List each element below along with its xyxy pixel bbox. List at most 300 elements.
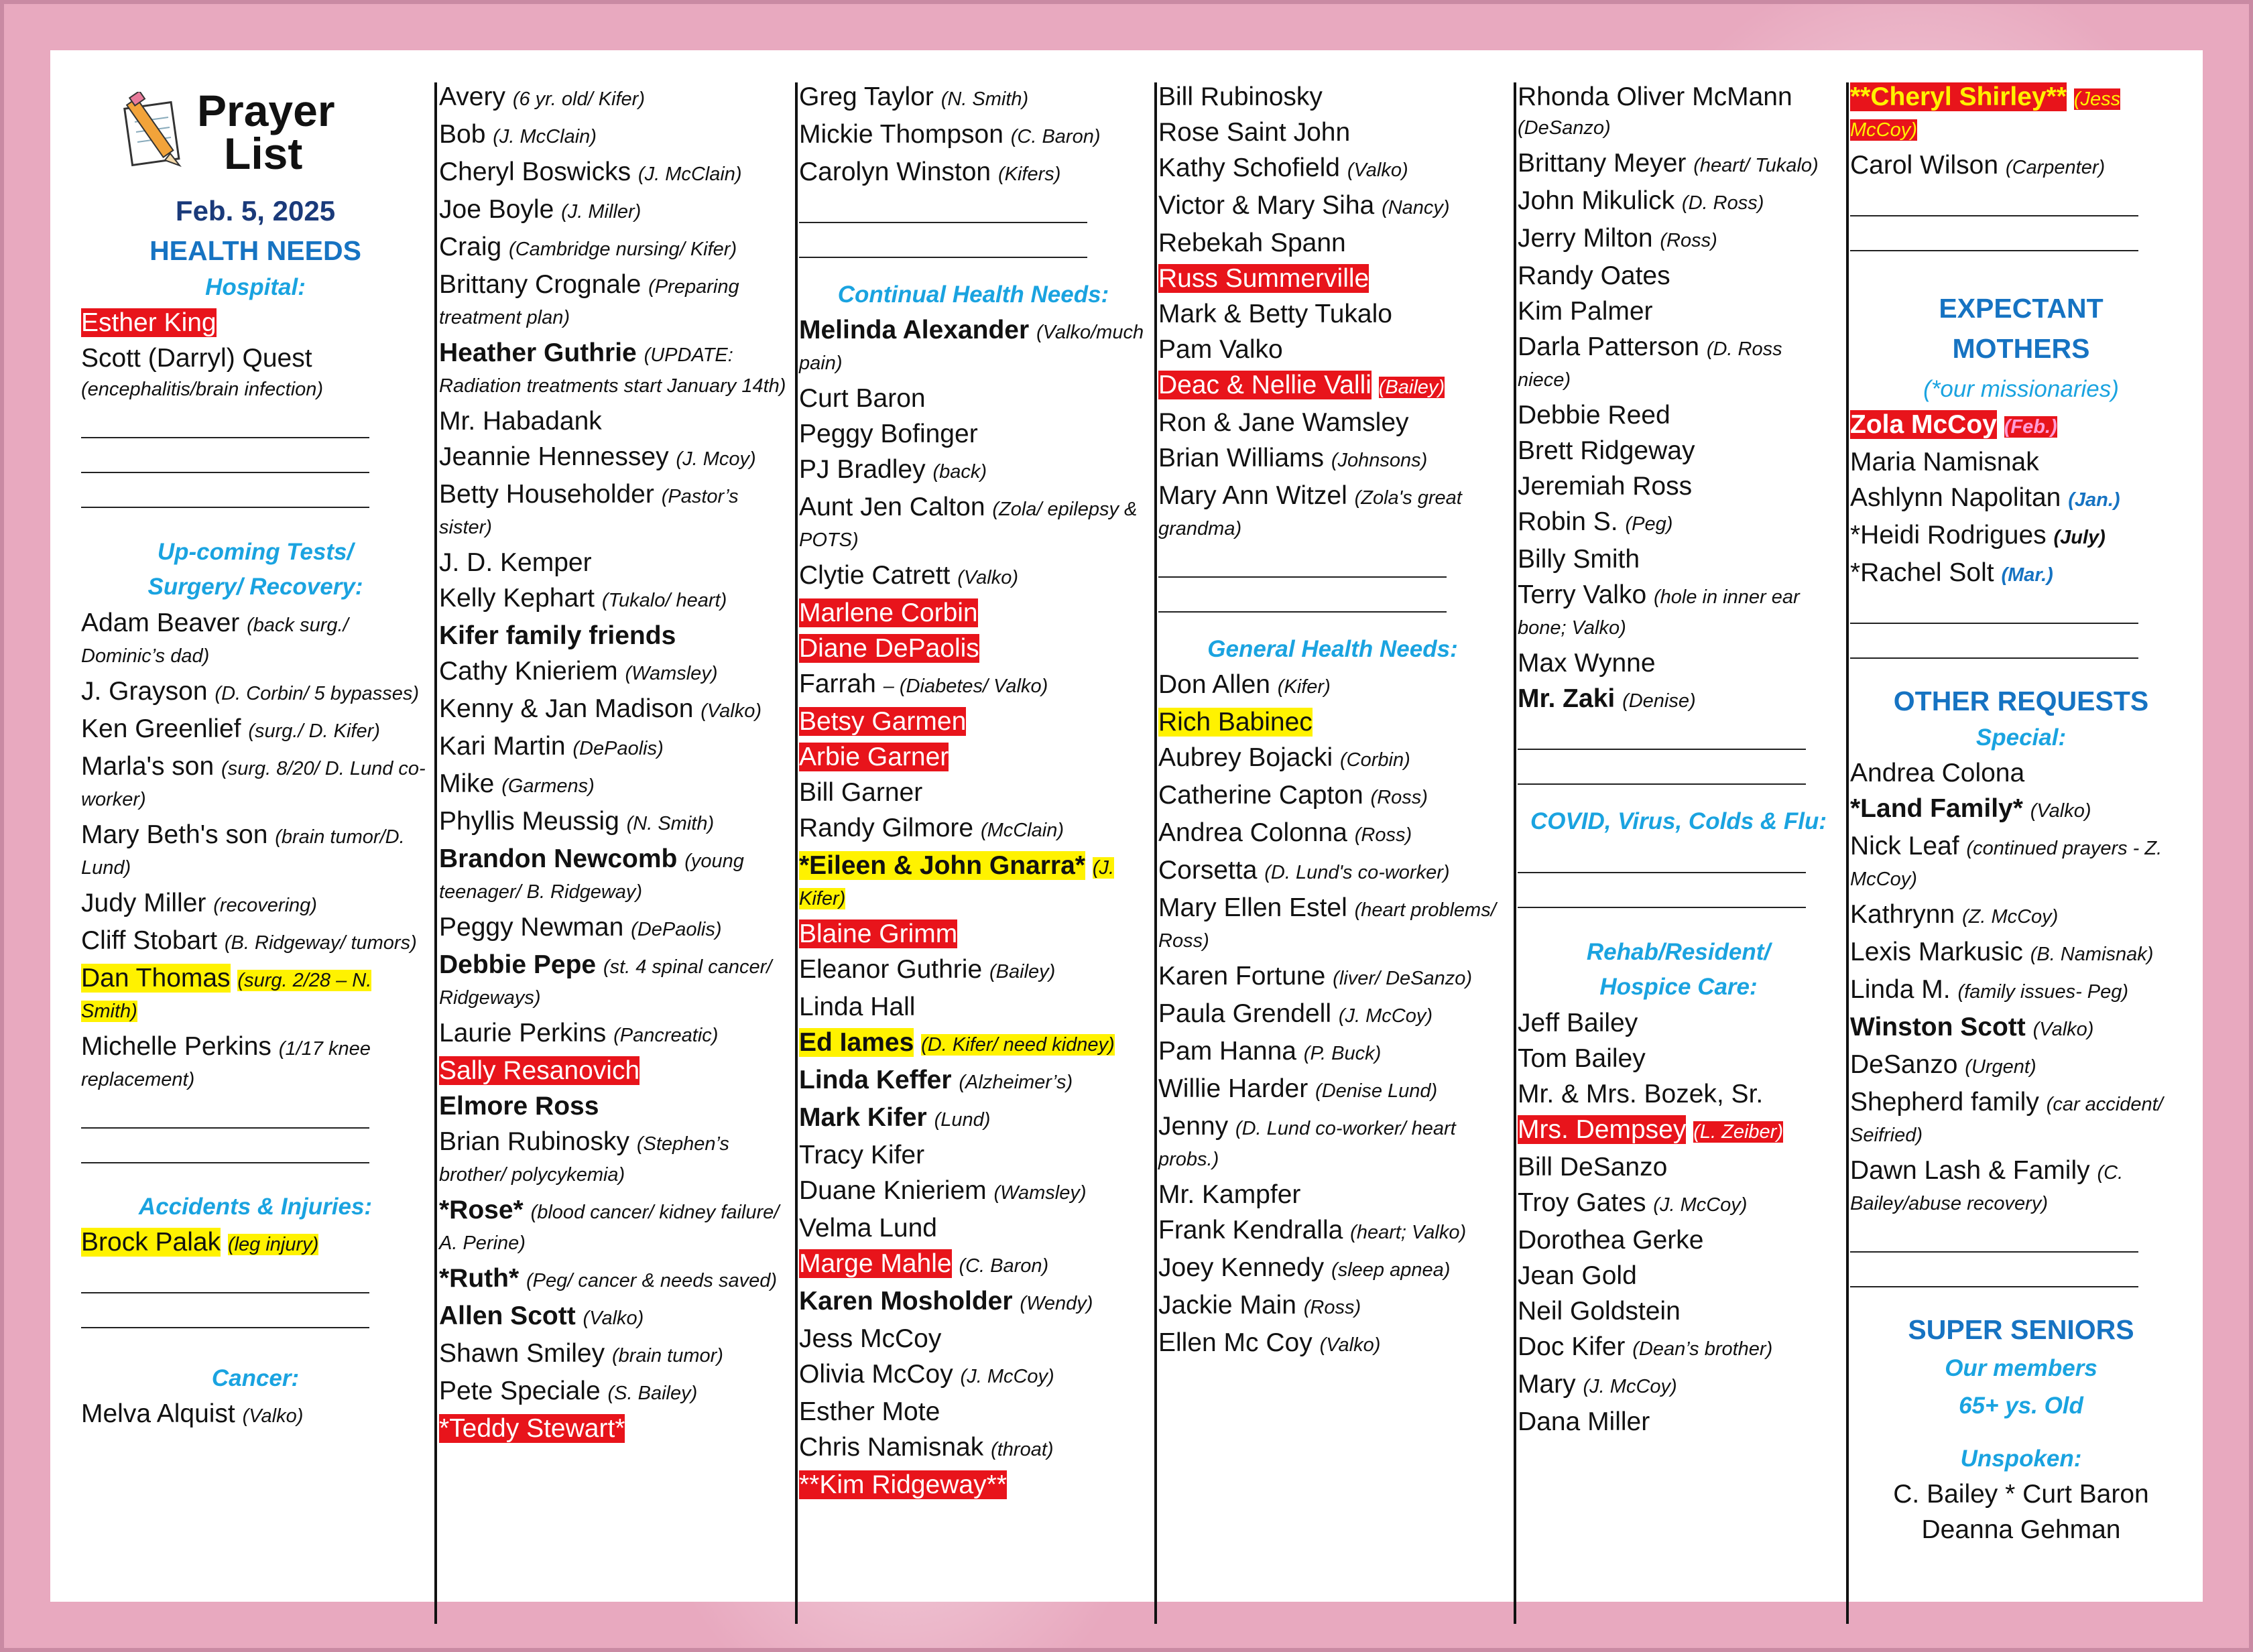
person-name: Brittany Meyer: [1518, 149, 1687, 178]
list-item: [1850, 975, 2192, 1006]
list-item: [799, 707, 1148, 736]
tests-title: [81, 535, 430, 605]
person-name: Mrs. Dempsey: [1518, 1115, 1687, 1144]
list-item: [1158, 962, 1507, 993]
list-item: [1518, 580, 1839, 642]
prayer-note: (P. Buck): [1303, 1043, 1382, 1064]
list-item: [799, 1103, 1148, 1134]
prayer-note: (J. McClain): [493, 126, 597, 147]
prayer-note: (D. Ross niece): [1518, 338, 1782, 391]
prayer-note: (Valko): [2030, 800, 2091, 822]
column-divider: [1846, 82, 1849, 1624]
list-item: [799, 993, 1148, 1021]
prayer-note: (heart problems/ Ross): [1158, 899, 1496, 952]
list-item: [1158, 229, 1507, 257]
super-seniors-sub: [1850, 1350, 2192, 1425]
list-item: [799, 1433, 1148, 1464]
list-item: [81, 308, 430, 337]
expectant-title-line-1: EXPECTANT: [1939, 293, 2104, 324]
prayer-note: (Preparing treatment plan): [439, 276, 739, 328]
logo-line-1: Prayer: [197, 86, 335, 135]
blank-line: [1518, 872, 1806, 873]
prayer-note: (D. Lund's co-worker): [1264, 862, 1450, 883]
list-item: [1518, 82, 1839, 142]
list-item: [439, 548, 788, 577]
list-item: [799, 384, 1148, 413]
person-name: Phyllis Meussig: [439, 807, 619, 836]
prayer-note: (Ross): [1354, 824, 1412, 846]
list-item: [1850, 759, 2192, 787]
column-5: [1518, 82, 1839, 1577]
column-2: [439, 82, 788, 1577]
prayer-note: (Valko): [701, 700, 762, 722]
person-name: Mr. & Mrs. Bozek, Sr.: [1518, 1080, 1764, 1108]
list-item: [439, 338, 788, 400]
list-item: [1518, 1153, 1839, 1182]
prayer-note: (C. Baron): [1010, 126, 1101, 147]
person-name: Ron & Jane Wamsley: [1158, 408, 1409, 437]
col3-top-list: [799, 82, 1148, 188]
prayer-note: (D. Corbin/ 5 bypasses): [215, 683, 420, 704]
prayer-note: (L. Zeiber): [1693, 1121, 1783, 1143]
list-item: [1158, 153, 1507, 184]
person-name: Adam Beaver: [81, 609, 240, 637]
list-item: [1158, 481, 1507, 543]
person-name: Arbie Garner: [799, 743, 949, 771]
seniors-sub-line-2: 65+ ys. Old: [1959, 1393, 2083, 1419]
blank-line: [81, 472, 369, 473]
blank-line: [1850, 657, 2138, 659]
prayer-note: (UPDATE: Radiation treatments start January 14th): [439, 344, 786, 397]
column-divider: [1154, 82, 1157, 1624]
prayer-note: (Cambridge nursing/ Kifer): [509, 239, 737, 260]
list-item: [1518, 1226, 1839, 1255]
list-item: [439, 1092, 788, 1121]
prayer-note: (Pastor’s sister): [439, 486, 739, 538]
person-name: Robin S.: [1518, 507, 1618, 536]
person-name: Ellen Mc Coy: [1158, 1328, 1313, 1357]
person-name: Pam Hanna: [1158, 1037, 1296, 1066]
list-item: [799, 919, 1148, 948]
list-item: [439, 82, 788, 113]
prayer-note: (encephalitis/brain infection): [81, 379, 324, 400]
person-name: Joey Kennedy: [1158, 1253, 1325, 1282]
person-name: Curt Baron: [799, 384, 926, 413]
prayer-note: (Wamsley): [625, 663, 718, 684]
prayer-note: (Pancreatic): [613, 1025, 719, 1046]
list-item: [799, 82, 1148, 113]
hospital-list: [81, 308, 430, 403]
list-item: [1518, 224, 1839, 255]
list-item: [1518, 1188, 1839, 1219]
person-name: Don Allen: [1158, 670, 1270, 699]
list-item: [439, 807, 788, 838]
list-item: [1518, 401, 1839, 430]
list-item: [799, 120, 1148, 151]
person-name: Aunt Jen Calton: [799, 493, 985, 521]
person-name: Heather Guthrie: [439, 338, 637, 367]
person-name: Farrah: [799, 670, 876, 698]
person-name: PJ Bradley: [799, 455, 926, 484]
list-item: [439, 621, 788, 650]
prayer-note: (heart; Valko): [1350, 1222, 1467, 1243]
list-item: [1850, 1156, 2192, 1218]
prayer-note: (N. Smith): [626, 813, 715, 834]
prayer-note: (Wendy): [1020, 1293, 1093, 1314]
list-item: [439, 732, 788, 763]
prayer-note: (J. McCoy): [1338, 1005, 1433, 1027]
person-name: Darla Patterson: [1518, 332, 1699, 361]
prayer-note: (surg./ D. Kifer): [248, 720, 380, 742]
person-name: Brittany Crognale: [439, 270, 642, 299]
col6-top-list: [1850, 82, 2192, 182]
list-item: [799, 1028, 1148, 1059]
prayer-note: (J. McCoy): [960, 1366, 1054, 1387]
list-item: [1158, 708, 1507, 737]
prayer-note: (Stephen’s brother/ polycykemia): [439, 1133, 729, 1186]
list-item: [1850, 1088, 2192, 1149]
person-name: Olivia McCoy: [799, 1360, 953, 1389]
list-item: [799, 420, 1148, 448]
person-name: Ken Greenlief: [81, 714, 241, 743]
tests-list: [81, 609, 430, 1094]
prayer-note: (Carpenter): [2005, 157, 2106, 178]
person-name: Dawn Lash & Family: [1850, 1156, 2090, 1185]
list-item: [439, 1301, 788, 1332]
blank-line: [1518, 783, 1806, 785]
blank-line: [1158, 576, 1447, 578]
list-item: [1158, 670, 1507, 701]
list-item: [439, 1127, 788, 1189]
column-divider: [1514, 82, 1516, 1624]
blank-line: [1518, 749, 1806, 750]
rehab-title: [1518, 935, 1839, 1005]
person-name: Terry Valko: [1518, 580, 1647, 609]
prayer-note: (continued prayers - Z. McCoy): [1850, 838, 2163, 890]
blank-line: [81, 507, 369, 508]
list-item: [81, 889, 430, 919]
person-name: *Land Family*: [1850, 794, 2023, 823]
person-name: Rebekah Spann: [1158, 229, 1346, 257]
list-item: [1158, 781, 1507, 812]
prayer-note: (Bailey): [989, 961, 1056, 982]
list-item: [799, 1360, 1148, 1391]
person-name: Mark & Betty Tukalo: [1158, 300, 1392, 328]
prayer-note: (J. McCoy): [1653, 1194, 1748, 1216]
prayer-note: (Valko): [2032, 1019, 2094, 1040]
list-item: [1850, 483, 2192, 514]
person-name: Dan Thomas: [81, 964, 231, 993]
person-name: Melva Alquist: [81, 1399, 235, 1428]
person-name: Karen Mosholder: [799, 1287, 1013, 1316]
covid-title: COVID, Virus, Colds & Flu:: [1530, 808, 1827, 834]
list-date: Feb. 5, 2025: [175, 195, 336, 227]
prayer-note: (Alzheimer’s): [959, 1072, 1073, 1093]
list-item: [1518, 149, 1839, 180]
person-name: Peggy Bofinger: [799, 420, 978, 448]
list-item: [1850, 1050, 2192, 1081]
prayer-note: (throat): [991, 1439, 1054, 1460]
person-name: Neil Goldstein: [1518, 1297, 1681, 1326]
column-6: [1850, 82, 2192, 1577]
person-name: Marla's son: [81, 752, 215, 781]
column-3: [799, 82, 1148, 1577]
person-name: *Heidi Rodrigues: [1850, 521, 2047, 550]
unspoken-line-2: Deanna Gehman: [1921, 1515, 2121, 1544]
hospital-title: Hospital:: [205, 274, 306, 300]
prayer-note: (Jan.): [2068, 489, 2120, 511]
blank-line: [1158, 611, 1447, 613]
list-item: [1158, 818, 1507, 849]
person-name: Zola McCoy: [1850, 410, 1997, 439]
blank-line: [81, 1127, 369, 1129]
person-name: Blaine Grimm: [799, 919, 958, 948]
list-item: [799, 157, 1148, 188]
list-item: [1850, 900, 2192, 931]
prayer-note: (Lund): [934, 1109, 991, 1131]
prayer-note: (Mar.): [2001, 564, 2053, 586]
prayer-note: (back): [932, 461, 987, 483]
person-name: Allen Scott: [439, 1301, 576, 1330]
person-name: Mary: [1518, 1370, 1576, 1399]
prayer-note: (Nancy): [1382, 197, 1450, 218]
person-name: Debbie Reed: [1518, 401, 1670, 430]
list-item: [81, 344, 430, 403]
person-name: Shepherd family: [1850, 1088, 2039, 1117]
list-item: [1518, 1261, 1839, 1290]
person-name: Rhonda Oliver McMann: [1518, 82, 1792, 111]
list-item: [799, 1066, 1148, 1096]
person-name: Kim Palmer: [1518, 297, 1653, 326]
blank-line: [81, 1162, 369, 1163]
list-item: [1850, 558, 2192, 589]
list-item: [439, 480, 788, 542]
person-name: Craig: [439, 233, 502, 261]
list-item: [81, 1399, 430, 1430]
logo-title: [197, 86, 335, 178]
person-name: Rich Babinec: [1158, 708, 1313, 737]
person-name: Brett Ridgeway: [1518, 436, 1695, 465]
person-name: Randy Oates: [1518, 261, 1670, 290]
person-name: Andrea Colonna: [1158, 818, 1347, 847]
person-name: Chris Namisnak: [799, 1433, 984, 1462]
accidents-title: Accidents & Injuries:: [138, 1194, 373, 1220]
person-name: Corsetta: [1158, 856, 1258, 885]
person-name: Diane DePaolis: [799, 634, 979, 663]
prayer-note: (Ross): [1303, 1297, 1361, 1318]
person-name: J. Grayson: [81, 677, 208, 706]
prayer-note: (Corbin): [1339, 749, 1410, 771]
person-name: *Ruth*: [439, 1264, 520, 1293]
person-name: Winston Scott: [1850, 1013, 2026, 1041]
person-name: Troy Gates: [1518, 1188, 1646, 1217]
list-item: [799, 1214, 1148, 1243]
list-item: [1850, 410, 2192, 441]
person-name: Linda Keffer: [799, 1066, 952, 1094]
person-name: *Rachel Solt: [1850, 558, 1994, 587]
person-name: Kathy Schofield: [1158, 153, 1341, 182]
person-name: Judy Miller: [81, 889, 206, 917]
list-item: [799, 1176, 1148, 1207]
list-item: [1158, 444, 1507, 474]
list-item: [1518, 684, 1839, 715]
prayer-note: (Zola/ epilepsy & POTS): [799, 499, 1138, 551]
tests-title-line-1: Up-coming Tests/: [157, 539, 354, 565]
person-name: Doc Kifer: [1518, 1332, 1626, 1361]
list-item: [1158, 1253, 1507, 1284]
rehab-title-line-1: Rehab/Resident/: [1586, 939, 1771, 965]
person-name: Jeannie Hennessey: [439, 442, 669, 471]
prayer-note: (C. Baron): [959, 1255, 1049, 1277]
prayer-note: (family issues- Peg): [1957, 981, 2129, 1003]
list-item: [81, 677, 430, 708]
person-name: Pete Speciale: [439, 1377, 601, 1405]
column-divider: [434, 82, 437, 1624]
person-name: **Kim Ridgeway**: [799, 1470, 1007, 1499]
person-name: Russ Summerville: [1158, 264, 1369, 293]
person-name: Paula Grendell: [1158, 999, 1331, 1028]
prayer-note: (McClain): [980, 820, 1064, 841]
person-name: Clytie Catrett: [799, 561, 951, 590]
person-name: Ed Iames: [799, 1028, 914, 1057]
general-title: General Health Needs:: [1207, 636, 1458, 662]
person-name: Eleanor Guthrie: [799, 955, 983, 984]
list-item: [439, 1339, 788, 1370]
list-item: [1518, 545, 1839, 574]
prayer-note: (D. Kifer/ need kidney): [921, 1034, 1115, 1056]
blank-line: [1850, 215, 2138, 216]
person-name: *Eileen & John Gnarra*: [799, 851, 1085, 880]
list-item: [439, 1414, 788, 1443]
prayer-note: (recovering): [213, 895, 317, 916]
person-name: Jeff Bailey: [1518, 1009, 1638, 1037]
prayer-note: (1/17 knee replacement): [81, 1038, 371, 1090]
prayer-note: (Denise): [1622, 690, 1696, 712]
list-item: [1850, 938, 2192, 968]
person-name: Tom Bailey: [1518, 1044, 1646, 1073]
prayer-note: (heart/ Tukalo): [1693, 155, 1819, 176]
prayer-note: (6 yr. old/ Kifer): [512, 88, 645, 110]
person-name: *Rose*: [439, 1196, 524, 1224]
prayer-note: (J. McClain): [637, 164, 742, 185]
list-item: [439, 1196, 788, 1257]
prayer-note: (Ross): [1660, 230, 1717, 251]
list-item: [81, 964, 430, 1025]
person-name: Betty Householder: [439, 480, 654, 509]
list-item: [1158, 1037, 1507, 1068]
person-name: Duane Knieriem: [799, 1176, 987, 1205]
person-name: Mr. Kampfer: [1158, 1180, 1301, 1209]
prayer-note: (Peg/ cancer & needs saved): [526, 1270, 777, 1291]
person-name: John Mikulick: [1518, 186, 1675, 215]
expectant-title: [1850, 288, 2192, 369]
list-item: [1158, 408, 1507, 437]
blank-line: [799, 222, 1087, 223]
list-item: [1850, 151, 2192, 182]
person-name: Betsy Garmen: [799, 707, 967, 736]
list-item: [1518, 1009, 1839, 1037]
list-item: [1158, 1074, 1507, 1105]
prayer-note: (Feb.): [2004, 416, 2057, 438]
list-item: [1158, 1328, 1507, 1359]
prayer-note: (surg. 8/20/ D. Lund co-worker): [81, 758, 426, 810]
person-name: Scott (Darryl) Quest: [81, 344, 312, 373]
cancer-title: Cancer:: [211, 1365, 300, 1391]
col4-top-list: [1158, 82, 1507, 543]
person-name: Kathrynn: [1850, 900, 1955, 929]
accidents-list: [81, 1228, 430, 1259]
list-item: [1518, 261, 1839, 290]
list-item: [1158, 1291, 1507, 1322]
person-name: Avery: [439, 82, 505, 111]
person-name: Tracy Kifer: [799, 1141, 925, 1169]
list-item: [1158, 191, 1507, 222]
prayer-note: (Zola's great grandma): [1158, 487, 1462, 539]
prayer-note: (st. 4 spinal cancer/ Ridgeways): [439, 956, 772, 1009]
list-item: [799, 1470, 1148, 1499]
prayer-note: (Valko): [957, 567, 1019, 588]
prayer-list-sheet: [50, 50, 2203, 1602]
list-item: [1158, 371, 1507, 401]
prayer-note: (Garmens): [501, 775, 595, 797]
list-item: [81, 714, 430, 745]
person-name: Velma Lund: [799, 1214, 937, 1243]
prayer-note: (B. Ridgeway/ tumors): [224, 932, 417, 954]
list-item: [1518, 472, 1839, 501]
person-name: Linda M.: [1850, 975, 1951, 1004]
prayer-note: (DeSanzo): [1518, 117, 1611, 139]
list-item: [81, 1228, 430, 1259]
prayer-list-logo: [118, 86, 430, 178]
list-item: [799, 598, 1148, 627]
prayer-note: (Kifers): [997, 164, 1061, 185]
prayer-note: (Dean’s brother): [1632, 1338, 1773, 1360]
list-item: [439, 157, 788, 188]
health-needs-title: HEALTH NEEDS: [149, 235, 361, 266]
list-item: [439, 657, 788, 688]
col2-list: [439, 82, 788, 1443]
list-item: [439, 1377, 788, 1407]
prayer-note: (hole in inner ear bone; Valko): [1518, 586, 1800, 639]
person-name: Andrea Colona: [1850, 759, 2025, 787]
blank-line: [81, 437, 369, 438]
rehab-list: [1518, 1009, 1839, 1436]
person-name: Max Wynne: [1518, 649, 1656, 678]
blank-line: [1850, 1286, 2138, 1287]
person-name: Mickie Thompson: [799, 120, 1003, 149]
list-item: [1158, 1112, 1507, 1173]
person-name: Mary Ellen Estel: [1158, 893, 1347, 922]
person-name: Brian Rubinosky: [439, 1127, 629, 1156]
list-item: [439, 1019, 788, 1050]
list-item: [1158, 335, 1507, 364]
list-item: [1850, 448, 2192, 476]
list-item: [1518, 1080, 1839, 1108]
prayer-note: (Z. McCoy): [1961, 906, 2059, 928]
list-item: [81, 1032, 430, 1094]
prayer-note: (J. Miller): [561, 201, 642, 223]
prayer-note: (J. McCoy): [1583, 1376, 1677, 1397]
list-item: [1518, 436, 1839, 465]
person-name: Carolyn Winston: [799, 157, 991, 186]
list-item: [799, 493, 1148, 554]
person-name: DeSanzo: [1850, 1050, 1958, 1079]
person-name: **Cheryl Shirley**: [1850, 82, 2067, 111]
person-name: Bill DeSanzo: [1518, 1153, 1668, 1182]
person-name: Peggy Newman: [439, 913, 624, 942]
person-name: J. D. Kemper: [439, 548, 592, 577]
tests-title-line-2: Surgery/ Recovery:: [147, 574, 363, 600]
